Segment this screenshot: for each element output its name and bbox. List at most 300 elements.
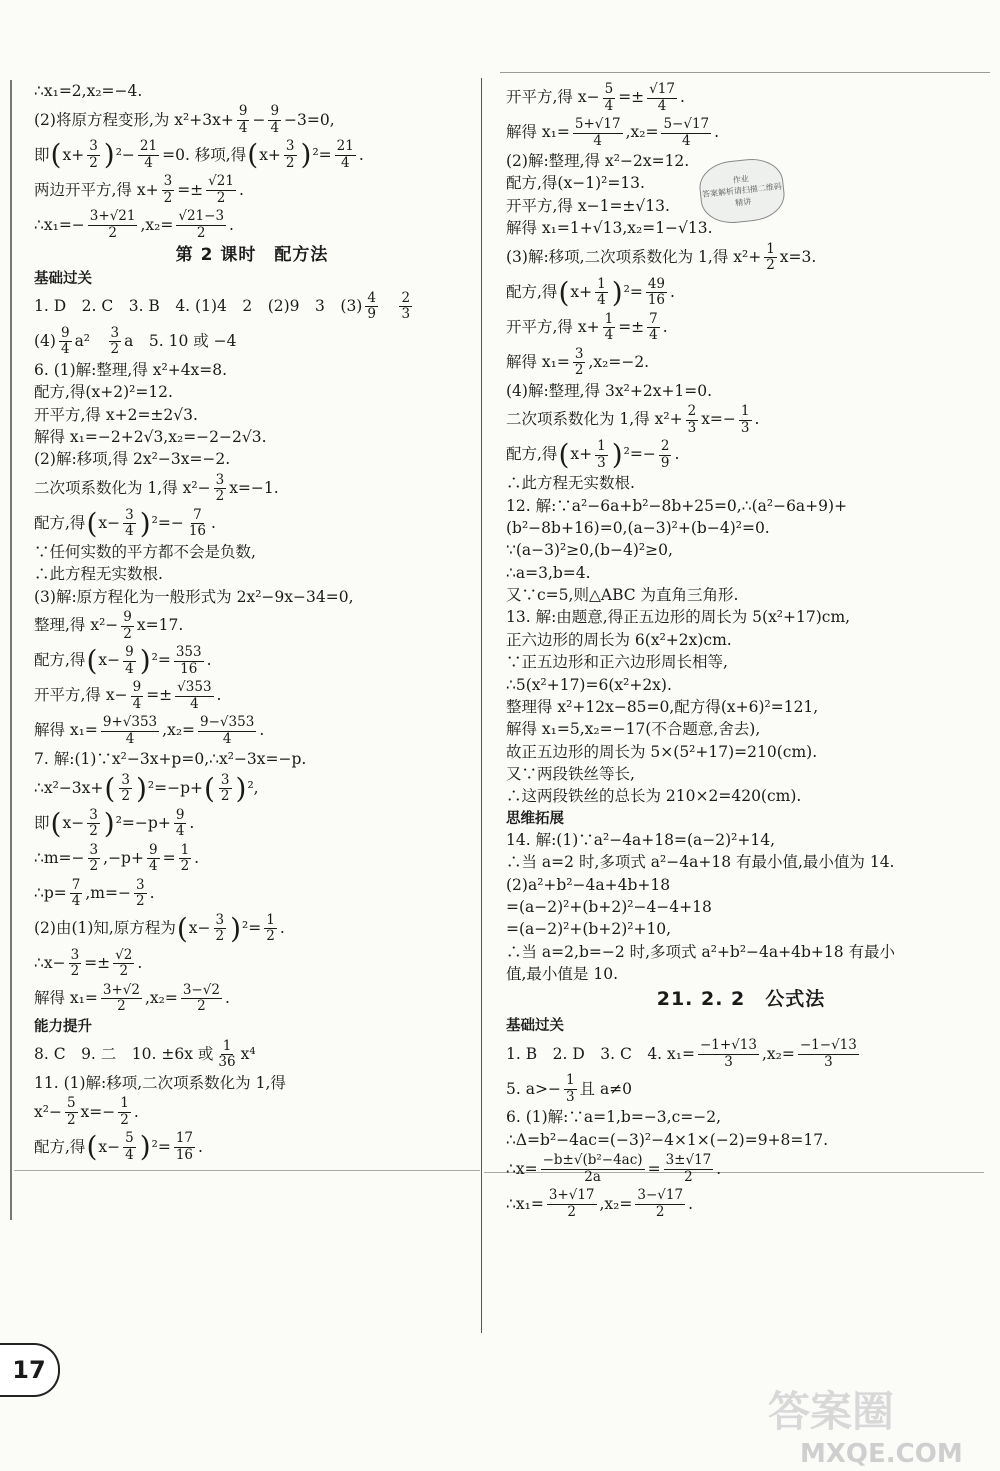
answer-line [34,843,470,875]
answer-text: ²= [242,918,262,937]
fraction-numerator: 3 [121,771,130,788]
answer-line [34,565,470,584]
answer-text: 开平方,得 x− [506,88,600,107]
fraction-numerator: 3 [110,324,120,341]
fraction-numerator: 3 [574,345,584,362]
answer-text: x=17. [136,616,184,635]
answer-line [34,174,470,206]
answer-text: =0. 移项,得 [162,145,247,164]
fraction-denominator: 3 [687,419,697,436]
fraction [798,1038,859,1070]
answer-text: x+ [570,282,593,301]
paren: ( [86,506,98,540]
answer-text: 又∵两段铁丝等长, [506,765,635,783]
answer-line [34,450,470,469]
right-column [506,82,976,1223]
fraction-numerator: √21−3 [178,208,225,225]
answer-text: ∴x₁=− [34,215,85,234]
answer-text: 1. D 2. C 3. B 4. (1)4 2 (2)9 3 (3) [34,297,363,316]
answer-line [34,645,470,677]
answer-line [506,787,976,806]
paren: ( [203,771,215,805]
answer-text: 值,最小值是 10. [506,965,619,984]
fraction-denominator: 2 [135,893,145,910]
fraction [647,82,677,114]
fraction-numerator: 5 [125,1130,134,1147]
fraction-denominator: 4 [270,119,280,136]
answer-text: ²=−p+ [115,813,171,832]
answer-text: . [714,123,720,142]
fraction [59,326,72,358]
answer-text: =± [618,88,645,107]
fraction [603,312,616,344]
fraction-numerator: 5 [66,1095,76,1112]
answer-line [34,104,470,136]
answer-text: . [211,514,216,533]
answer-text: 基础过关 [34,270,92,287]
answer-text: ∴p= [34,883,67,902]
answer-text: . [189,813,195,832]
fraction [123,508,136,540]
answer-line [506,920,976,939]
answer-text: ,x₂= [625,123,659,142]
answer-line [506,82,976,114]
fraction-numerator: −b±√(b²−4ac) [542,1152,643,1169]
answer-text: (b²−8b+16)=0,(a−3)²+(b−4)²=0. [506,518,770,537]
answer-line [34,1074,470,1093]
paren: ( [86,644,98,678]
fraction-denominator: 3 [565,1088,575,1105]
watermark-logo-text: 答案圈 [768,1387,895,1436]
fraction-denominator: 3 [824,1053,833,1070]
fraction [88,843,101,875]
answer-text: 14. 解:(1)∵a²−4a+18=(a−2)²+14, [506,830,776,849]
fraction-denominator: 2 [220,788,230,805]
fraction [87,808,100,840]
fraction-numerator: 9−√353 [200,714,255,731]
fraction-denominator: 16 [647,292,666,309]
fraction-numerator: 9 [175,806,185,823]
answer-text: ²=− [151,514,184,533]
answer-text: 整理,得 x²− [34,616,119,635]
paren: ) [230,911,242,945]
fraction-denominator: 4 [190,695,199,712]
answer-text: ,m=− [85,883,131,902]
fraction [162,174,175,206]
fraction-denominator: 4 [649,327,658,344]
answer-line [506,347,976,379]
answer-line [506,117,976,149]
answer-line [506,831,976,850]
fraction [365,291,378,323]
fraction-numerator: 21 [139,138,158,155]
fraction-numerator: 3 [215,471,225,488]
answer-text: 6. (1)解:整理,得 x²+4x=8. [34,360,228,379]
answer-line [506,1153,976,1185]
left-margin-rule [10,80,12,1220]
answer-line [506,474,976,493]
fraction-denominator: 4 [148,858,158,875]
answer-line [34,750,470,769]
fraction [659,439,672,471]
answer-line [506,765,976,784]
answer-text: 7. 解:(1)∵x²−3x+p=0,∴x²−3x=−p. [34,750,307,769]
answer-text: 13. 解:由题意,得正五边形的周长为 5(x²+17)cm, [506,608,851,627]
fraction-denominator: 2 [766,257,775,274]
answer-text: ∵任何实数的平方都不会是负数, [34,542,256,561]
paren: ( [86,1130,98,1164]
fraction-denominator: 2 [163,189,173,206]
answer-line [34,82,470,101]
fraction [119,773,132,805]
answer-text: 正六边形的周长为 6(x²+2x)cm. [506,630,732,649]
fraction-numerator: 1 [565,1072,575,1089]
answer-text: 二次项系数化为 1,得 x²+ [506,410,683,429]
fraction-denominator: 36 [218,1054,236,1071]
answer-text: x− [98,651,121,670]
fraction-denominator: 2 [70,963,80,980]
fraction-denominator: 4 [132,695,142,712]
fraction-numerator: 1 [222,1037,232,1054]
fraction-numerator: 5+√17 [574,116,621,133]
fraction [123,1131,136,1163]
answer-line [506,1073,976,1105]
paren: ) [135,771,147,805]
answer-text: ,x₂= [761,1044,795,1063]
answer-text: 6. (1)解:∵a=1,b=−3,c=−2, [506,1108,722,1127]
answer-text: ∴这两段铁丝的总长为 210×2=420(cm). [506,787,802,806]
answer-text: . [670,282,675,301]
answer-text: (2)将原方程变形,为 x²+3x+ [34,110,234,129]
lesson-title [506,988,976,1012]
answer-text: −3=0, [284,110,335,129]
fraction [70,878,83,910]
fraction [268,104,281,136]
fraction-numerator: 3+√21 [89,208,136,225]
fraction-numerator: 1 [604,310,614,327]
fraction-denominator: 4 [238,119,248,136]
fraction-numerator: 3 [215,911,225,928]
fraction-denominator: 2 [285,154,295,171]
paren: ( [558,275,570,309]
fraction [138,139,159,171]
fraction-numerator: 3 [135,876,145,893]
answer-text: x=3. [779,247,817,266]
answer-line [506,312,976,344]
answer-text: . [679,88,685,107]
fraction-numerator: √21 [208,173,234,190]
answer-line [34,913,470,945]
fraction [206,174,236,206]
fraction [174,808,187,840]
fraction-denominator: 2 [684,1168,693,1185]
answer-text: . [754,410,760,429]
answer-line [34,588,470,607]
fraction [175,680,213,712]
answer-line [34,878,470,910]
answer-text: 11. (1)解:移项,二次项系数化为 1,得 [34,1073,286,1092]
answer-text: 解得 x₁= [506,352,570,371]
answer-text: ∴a=3,b=4. [506,563,591,582]
answer-text: . [358,145,364,164]
answer-line [506,965,976,984]
fraction [237,104,250,136]
answer-text: (2)解:移项,得 2x²−3x=−2. [34,450,231,469]
fraction [121,610,134,642]
answer-text: ∴x²−3x+ [34,778,104,797]
answer-line [34,508,470,540]
fraction-numerator: 1 [180,841,190,858]
answer-text: . [216,686,222,705]
answer-line [506,720,976,739]
answer-text: x− [188,918,211,937]
fraction-denominator: 4 [125,523,134,540]
fraction [595,277,608,309]
answer-text: ∵正五边形和正六边形周长相等, [506,653,728,672]
fraction-denominator: 2 [216,189,226,206]
answer-text: 整理得 x²+12x−85=0,配方得(x+6)²=121, [506,697,819,716]
fraction-denominator: 4 [593,132,603,149]
answer-text: 两边开平方,得 x+ [34,180,159,199]
paren: ( [176,911,188,945]
fraction-numerator: 3 [89,841,99,858]
answer-text: 1. B 2. D 3. C 4. x₁= [506,1044,695,1063]
fraction [214,913,227,945]
fraction-numerator: 353 [175,644,202,661]
answer-text: . [279,918,285,937]
fraction [87,139,100,171]
fraction-denominator: 4 [125,1146,134,1163]
fraction-denominator: 2 [89,823,98,840]
fraction-numerator: 7 [649,310,658,327]
section-heading [34,1018,470,1036]
answer-text: 配方,得 [506,445,558,464]
answer-line [34,773,470,805]
fraction [686,404,699,436]
answer-line [506,653,976,672]
fraction-denominator: 2 [215,928,225,945]
fraction [646,277,667,309]
fraction-denominator: 2a [584,1168,601,1185]
fraction [123,645,136,677]
answer-text: ∴当 a=2,b=−2 时,多项式 a²+b²−4a+4b+18 有最小 [506,942,896,961]
fraction-denominator: 4 [125,730,135,747]
fraction-denominator: 2 [197,998,206,1015]
paren: ) [611,275,623,309]
fraction-numerator: 2 [687,403,697,420]
answer-text: ∴此方程无实数根. [34,565,163,584]
fraction-denominator: 2 [196,224,206,241]
paren: ) [103,138,115,172]
answer-text: 解得 x₁= [34,721,98,740]
fraction [219,773,232,805]
fraction-denominator: 2 [266,928,275,945]
answer-text: ²= [151,651,171,670]
answer-text: (3)解:原方程化为一般形式为 2x²−9x−34=0, [34,587,354,606]
answer-text: x− [98,514,121,533]
answer-text: ,x₂= [144,989,178,1008]
paren: ) [103,806,115,840]
answer-line [506,876,976,895]
answer-text: a² [74,332,106,351]
fraction-denominator: 2 [108,224,117,241]
fraction-denominator: 4 [340,154,350,171]
fraction [739,404,752,436]
answer-text: 解得 x₁=5,x₂=−17(不合题意,舍去), [506,720,761,739]
fraction-numerator: 1 [597,275,606,292]
fraction [118,1096,131,1128]
answer-text: ,−p+ [103,848,144,867]
answer-text: ,x₂= [599,1194,633,1213]
paren: ( [50,806,62,840]
answer-text: x=− [80,1102,116,1121]
answer-line [34,139,470,171]
answer-line [34,948,470,980]
fraction-numerator: 3 [220,771,230,788]
fraction [603,82,616,114]
answer-text: ∴x₁=2,x₂=−4. [34,82,143,100]
fraction-denominator: 4 [222,730,232,747]
fraction-denominator: 3 [724,1053,733,1070]
answer-text: x+ [259,145,281,164]
fraction [113,948,134,980]
answer-text: ,x₂= [162,721,196,740]
answer-text: =(a−2)²+(b+2)²+10, [506,920,672,939]
fraction-numerator: 9 [125,644,134,661]
answer-text: . [198,1137,203,1156]
answer-text [381,297,397,316]
answer-line [34,1096,470,1128]
answer-text: 解得 x₁= [506,123,570,142]
answer-text: . [137,953,143,972]
answer-line [506,242,976,274]
fraction [635,1188,685,1220]
answer-line [506,631,976,650]
answer-line [506,943,976,962]
fraction-denominator: 2 [574,362,584,379]
answer-text: 故正五边形的周长为 5×(5²+17)=210(cm). [506,742,818,761]
fraction-numerator: 3 [163,173,173,190]
answer-text: 即 [34,145,50,164]
fraction-numerator: 3+√2 [102,981,140,998]
answer-text: (3)解:移项,二次项系数化为 1,得 x²+ [506,247,762,266]
fraction-numerator: √353 [177,679,212,696]
fraction-denominator: 9 [367,306,376,323]
fraction-numerator: 2 [401,289,411,306]
fraction-numerator: 3±√17 [665,1152,712,1169]
answer-text: ∴当 a=2 时,多项式 a²−4a+18 有最小值,最小值为 14. [506,853,895,872]
answer-text: =(a−2)²+(b+2)²−4−4+18 [506,898,712,916]
answer-text: 开平方,得 x+ [506,317,600,336]
fraction [134,878,147,910]
stamp-bottom-text: 精讲 [734,196,752,208]
fraction-denominator: 4 [60,341,70,358]
answer-text: 能力提升 [34,1018,92,1035]
fraction [101,983,142,1015]
paren: ( [558,438,570,472]
answer-line [506,1188,976,1220]
fraction-denominator: 2 [180,858,190,875]
fraction-denominator: 2 [567,1203,576,1220]
fraction [573,117,623,149]
fraction-numerator: 9 [238,103,248,120]
fraction [647,312,660,344]
answer-text: . [259,721,265,740]
section-heading [34,270,470,288]
watermark-url: MXQE.COM [800,1439,963,1468]
answer-text: 配方,得 [506,282,558,301]
answer-line [34,543,470,562]
answer-text: 12. 解:∵a²−6a+b²−8b+25=0,∴(a²−6a+9)+ [506,496,848,515]
fraction-denominator: 2 [66,1111,76,1128]
fraction [69,948,82,980]
answer-text: (2)a²+b²−4a+4b+18 [506,875,671,894]
left-column [34,82,470,1166]
answer-text: ∴5(x²+17)=6(x²+2x). [506,675,672,694]
fraction-numerator: 4 [367,289,376,306]
section-heading [506,810,976,828]
fraction-denominator: 2 [123,625,132,642]
fraction-numerator: 3−√2 [182,981,220,998]
paren: ) [611,438,623,472]
answer-text: . [688,1194,693,1213]
answer-line [34,383,470,402]
fraction-denominator: 4 [657,97,667,114]
answer-line [34,209,470,241]
fraction-numerator: 3 [125,506,134,523]
answer-text: 思维拓展 [506,810,564,827]
fraction [88,209,138,241]
fraction-denominator: 16 [180,660,198,677]
answer-text: x+ [570,445,593,464]
fraction-numerator: 5 [604,81,614,97]
answer-text: ²=− [623,445,656,464]
answer-line [506,382,976,401]
paren: ) [235,771,247,805]
fraction-numerator: 17 [175,1130,194,1147]
answer-text: 配方,得 [34,514,86,533]
answer-text: x=− [701,410,736,429]
fraction-numerator: 9 [60,324,70,341]
fraction [764,242,777,274]
answer-text: . [224,989,230,1008]
fraction-numerator: 3−√17 [637,1187,684,1204]
fraction-denominator: 4 [681,132,691,149]
answer-line [34,1131,470,1163]
fraction [179,843,192,875]
answer-text: . [206,651,212,670]
answer-line [34,983,470,1015]
fraction-denominator: 2 [110,341,120,358]
fraction-numerator: 9 [132,679,142,696]
fraction-numerator: 9+√353 [102,714,158,731]
answer-text: ∴x− [34,953,66,972]
answer-text: . [149,883,155,902]
answer-text: (2)由(1)知,原方程为 [34,918,176,937]
paren: ( [50,138,62,172]
fraction-denominator: 2 [89,154,98,171]
answer-line [506,1038,976,1070]
fraction-denominator: 2 [120,1111,129,1128]
stamp-top-text: 作业 [732,174,750,186]
answer-line [506,698,976,717]
answer-text: 解得 x₁=1+√13,x₂=1−√13. [506,219,713,238]
left-bottom-rule [14,1170,480,1171]
fraction [176,209,226,241]
fraction-numerator: 3+√17 [548,1187,595,1204]
answer-line [506,541,976,560]
answer-text: − [252,110,266,129]
